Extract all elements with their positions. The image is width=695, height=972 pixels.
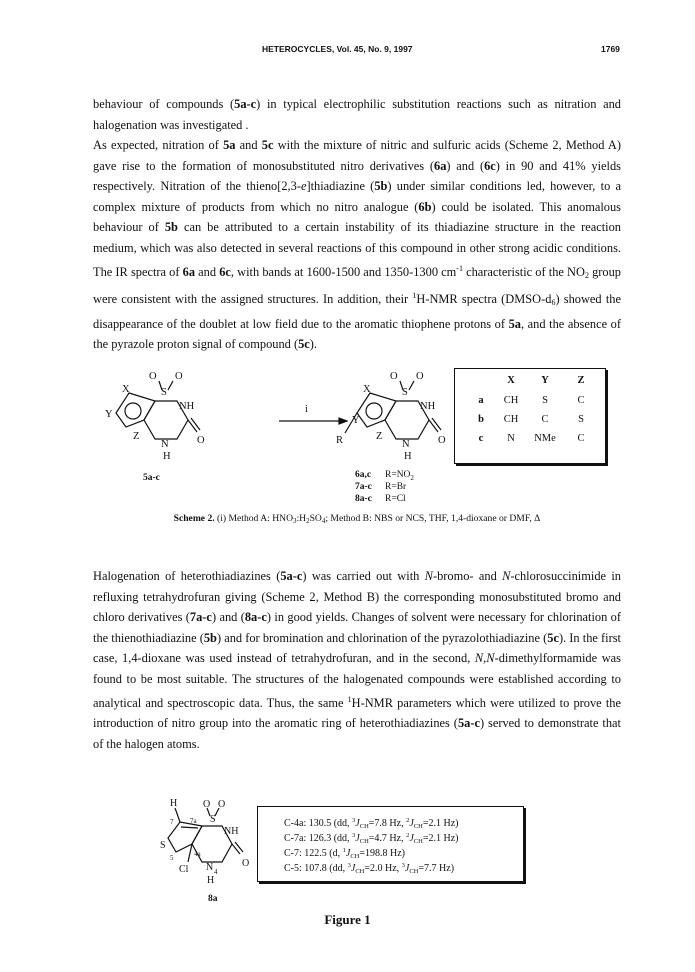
running-header bbox=[0, 44, 695, 60]
atom-label: S bbox=[402, 387, 408, 398]
subscript: CH bbox=[413, 823, 423, 830]
subscript: 2 bbox=[584, 270, 589, 280]
text-run: ) and ( bbox=[211, 610, 245, 625]
text-run: ) could be isolated. This anomalous behaviour of bbox=[93, 199, 621, 235]
product-five-membered-ring bbox=[357, 393, 396, 427]
coupling-symbol: J bbox=[404, 863, 410, 874]
atom-label: N bbox=[402, 439, 410, 450]
superscript: 3 bbox=[352, 832, 356, 839]
atom-label: S bbox=[210, 814, 216, 825]
compound-ref: 5b bbox=[164, 220, 178, 235]
text-run: and bbox=[195, 264, 220, 279]
text-run: ) served to demonstrate that of the halogen atoms. bbox=[93, 716, 621, 751]
compound-8a-structure bbox=[160, 792, 260, 892]
compound-ref: 6b bbox=[418, 199, 432, 214]
superscript: 1 bbox=[412, 291, 417, 301]
text-run: ). In the first case, 1,4-dioxane was used instead of tetrahydrofuran, and in the second, bbox=[93, 630, 621, 666]
product-aromatic-circle bbox=[366, 403, 382, 419]
nmr-text: =7.8 Hz, bbox=[368, 818, 407, 829]
text-run: As expected, nitration of bbox=[93, 138, 224, 152]
start-compound-label: 5a-c bbox=[143, 473, 160, 483]
nmr-text: C-4a: 130.5 (dd, bbox=[284, 818, 353, 829]
compound-ref: 5b bbox=[203, 630, 217, 645]
caption-text: (i) Method A: HNO bbox=[214, 513, 293, 524]
atom-label: O bbox=[197, 435, 205, 446]
paragraph-3 bbox=[93, 566, 621, 754]
subscript: 2 bbox=[410, 473, 414, 482]
text-run: , and the absence of the pyrazole proton signal of compound ( bbox=[93, 316, 621, 352]
table-cell: C bbox=[577, 433, 585, 444]
nmr-text: =198.8 Hz) bbox=[359, 848, 405, 859]
product-label-7: 7a-c bbox=[355, 482, 372, 492]
nmr-text: =2.1 Hz) bbox=[422, 833, 459, 844]
scheme-caption bbox=[93, 513, 621, 525]
locant-label: 7a bbox=[190, 817, 197, 825]
text-run: ) in 90 and 41% yields respectively. Nitration of the thieno[2,3- bbox=[93, 158, 621, 194]
table-header: Y bbox=[541, 375, 549, 386]
text-run: ) in good yields. Changes of solvent were necessary for chlorination of the thienothiadiazine ( bbox=[93, 610, 621, 645]
atom-label: O bbox=[203, 799, 211, 810]
text-run: characteristic of the NO bbox=[462, 264, 585, 279]
nmr-line bbox=[284, 817, 458, 830]
compound-ref: 5c bbox=[298, 337, 310, 352]
text-run: -bromo- and bbox=[432, 569, 503, 583]
nmr-text: =4.7 Hz, bbox=[368, 833, 407, 844]
atom-label: O bbox=[390, 371, 398, 382]
nmr-text: C-5: 107.8 (dd, bbox=[284, 863, 348, 874]
text-run: behaviour of compounds ( bbox=[93, 97, 235, 111]
atom-label: Y bbox=[352, 415, 360, 426]
substituent-text: R=NO bbox=[385, 470, 411, 480]
substituent-table bbox=[454, 368, 606, 464]
superscript: 3 bbox=[352, 817, 356, 824]
italic-run: N bbox=[424, 569, 433, 583]
product-substituent-7: R=Br bbox=[385, 482, 407, 492]
table-header: X bbox=[507, 375, 515, 386]
caption-text: ; Method B: NBS or NCS, THF, 1,4-dioxane or DMF, Δ bbox=[325, 513, 541, 524]
subscript: 6 bbox=[551, 298, 556, 308]
product-label-6: 6a,c bbox=[355, 470, 372, 480]
compound-ref: 5a bbox=[508, 316, 521, 331]
coupling-symbol: J bbox=[355, 833, 360, 844]
caption-label: Scheme 2. bbox=[173, 513, 215, 524]
table-cell: S bbox=[578, 414, 584, 425]
atom-label: O bbox=[218, 799, 226, 810]
compound-ref: 5a-c bbox=[234, 97, 257, 111]
subscript: CH bbox=[359, 823, 369, 830]
text-run: ) and for bromination and chlorination of the pyrazolothiadiazine ( bbox=[216, 630, 548, 645]
atom-label: H bbox=[163, 451, 171, 462]
text-run: group were consistent with the assigned structures. In addition, their bbox=[93, 264, 621, 307]
atom-label: H bbox=[207, 875, 215, 886]
superscript: 3 bbox=[347, 862, 351, 869]
five-membered-ring bbox=[116, 393, 155, 427]
subscript: CH bbox=[409, 868, 419, 875]
reagent-label: i bbox=[305, 404, 308, 415]
italic-run: e bbox=[300, 179, 307, 194]
caption-text: :H bbox=[296, 513, 307, 524]
text-run: ]thiadiazine ( bbox=[306, 179, 375, 194]
nmr-text: C-7a: 126.3 (dd, bbox=[284, 833, 353, 844]
nmr-text: C-7: 122.5 (d, bbox=[284, 848, 343, 859]
atom-label: O bbox=[438, 435, 446, 446]
table-cell: CH bbox=[503, 395, 519, 406]
subscript: CH bbox=[350, 853, 360, 860]
italic-run: N,N bbox=[474, 651, 495, 666]
nmr-text: =7.7 Hz) bbox=[418, 863, 455, 874]
nmr-text: =2.0 Hz, bbox=[364, 863, 402, 874]
coupling-symbol: J bbox=[345, 848, 351, 859]
italic-run: N bbox=[502, 569, 511, 583]
coupling-symbol: J bbox=[409, 818, 414, 829]
subscript: 2 bbox=[306, 517, 310, 525]
atom-label: O bbox=[416, 371, 424, 382]
table-cell: S bbox=[542, 395, 548, 406]
product-substituent-8: R=Cl bbox=[385, 494, 406, 504]
atom-label: H bbox=[170, 798, 178, 809]
compound-ref: 5a bbox=[223, 138, 236, 152]
atom-label: X bbox=[363, 384, 371, 395]
table-row-id: b bbox=[478, 414, 484, 425]
text-run: ) in typical electrophilic substitution reactions such as nitration and halogenation was investigated . bbox=[93, 97, 621, 132]
atom-label: Cl bbox=[179, 864, 189, 875]
text-run: -chlorosuccinimide in refluxing tetrahydrofuran giving (Scheme 2, Method B) the corresponding monosubstituted bromo and chloro derivatives ( bbox=[93, 569, 621, 625]
nmr-line bbox=[284, 862, 454, 875]
atom-label: R bbox=[336, 435, 344, 446]
table-row-id: c bbox=[478, 433, 484, 444]
table-header: Z bbox=[577, 375, 585, 386]
atom-label: S bbox=[160, 840, 166, 851]
table-cell: C bbox=[577, 395, 585, 406]
caption-text: SO bbox=[309, 513, 322, 524]
superscript: 1 bbox=[347, 694, 352, 704]
subscript: CH bbox=[359, 838, 369, 845]
coupling-symbol: J bbox=[355, 818, 360, 829]
superscript: 2 bbox=[406, 817, 410, 824]
text-run: Halogenation of heterothiadiazines ( bbox=[93, 569, 281, 583]
text-run: and bbox=[235, 138, 262, 152]
atom-label: O bbox=[242, 858, 250, 869]
nmr-line bbox=[284, 847, 405, 860]
nmr-data-box bbox=[257, 806, 524, 882]
text-run: with the mixture of nitric and sulfuric acids (Scheme 2, Method A) gave rise to the formation of monosubstituted nitro derivatives ( bbox=[93, 138, 622, 173]
atom-label: NH bbox=[179, 401, 195, 412]
subscript: CH bbox=[413, 838, 423, 845]
subscript: 4 bbox=[321, 517, 326, 525]
nmr-line bbox=[284, 832, 458, 845]
table-cell: NMe bbox=[534, 433, 556, 444]
text-run: -dimethylformamide was found to be most suitable. The structures of the halogenated compounds were established according to analytical and spectroscopic data. Thus, the same bbox=[93, 651, 621, 710]
compound-ref: 8a-c bbox=[244, 610, 267, 625]
atom-label: Y bbox=[105, 409, 113, 420]
text-run: H-NMR parameters which were utilized to prove the introduction of nitro group into the aromatic ring of heterothiadiazines ( bbox=[93, 695, 621, 731]
compound-ref: 6a bbox=[182, 264, 196, 279]
coupling-symbol: J bbox=[409, 833, 414, 844]
product-substituent-6 bbox=[385, 470, 414, 482]
paragraph-1 bbox=[93, 94, 621, 135]
text-run: ) showed the disappearance of the doublet at low field due to the aromatic thiophene protons of bbox=[93, 292, 621, 331]
compound-ref: 7a-c bbox=[189, 610, 212, 625]
product-label-8: 8a-c bbox=[355, 494, 372, 504]
locant-label: 4a bbox=[194, 850, 201, 858]
table-cell: C bbox=[541, 414, 549, 425]
atom-label: X bbox=[122, 384, 130, 395]
superscript: 2 bbox=[406, 832, 410, 839]
compound-ref: 5c bbox=[547, 630, 559, 645]
text-run: H-NMR spectra (DMSO-d bbox=[416, 292, 552, 307]
atom-label: N bbox=[161, 439, 169, 450]
text-run: can be attributed to a certain instability of its thiadiazine structure in the reaction medium, which was also detected in several reactions of this compound in other strong acidic conditions. The IR spectra of bbox=[93, 220, 621, 279]
text-run: ) was carried out with bbox=[302, 569, 425, 583]
compound-label: 8a bbox=[208, 894, 218, 904]
atom-label: S bbox=[161, 387, 167, 398]
superscript: -1 bbox=[456, 263, 463, 273]
superscript: 3 bbox=[401, 862, 405, 869]
coupling-symbol: J bbox=[350, 863, 356, 874]
superscript: 1 bbox=[342, 847, 346, 854]
atom-label: Z bbox=[133, 431, 140, 442]
compound-ref: 5b bbox=[374, 179, 388, 194]
text-run: ). bbox=[309, 337, 318, 352]
nmr-text: =2.1 Hz) bbox=[422, 818, 459, 829]
subscript: 3 bbox=[293, 517, 297, 525]
atom-label: O bbox=[149, 371, 157, 382]
aromatic-circle bbox=[125, 403, 141, 419]
atom-label: O bbox=[175, 371, 183, 382]
table-cell: CH bbox=[503, 414, 519, 425]
subscript: CH bbox=[355, 868, 365, 875]
atom-label: N bbox=[206, 862, 214, 873]
thiophene-ring bbox=[168, 822, 202, 852]
atom-label: Z bbox=[376, 431, 383, 442]
locant-label: 7 bbox=[170, 818, 174, 826]
compound-ref: 5c bbox=[261, 138, 274, 152]
text-run: , with bands at 1600-1500 and 1350-1300 cm bbox=[230, 264, 457, 279]
atom-label: H bbox=[404, 451, 412, 462]
text-run: ) under similar conditions led, however, to a complex mixture of products from which no nitro analogue ( bbox=[93, 179, 621, 214]
text-run: ) and ( bbox=[446, 158, 485, 173]
figure-title: Figure 1 bbox=[324, 912, 371, 927]
compound-ref: 5a-c bbox=[457, 716, 480, 731]
journal-citation: HETEROCYCLES, Vol. 45, No. 9, 1997 bbox=[262, 44, 413, 54]
compound-ref: 6c bbox=[484, 158, 496, 173]
locant-label: 4 bbox=[214, 868, 218, 876]
compound-ref: 5a-c bbox=[280, 569, 303, 583]
atom-label: NH bbox=[420, 401, 436, 412]
atom-label: NH bbox=[224, 826, 239, 837]
compound-ref: 6c bbox=[219, 264, 231, 279]
paragraph-2 bbox=[93, 135, 621, 355]
page-number: 1769 bbox=[601, 44, 620, 54]
compound-ref: 6a bbox=[434, 158, 447, 173]
table-cell: N bbox=[507, 433, 515, 444]
locant-label: 5 bbox=[170, 854, 174, 862]
table-row-id: a bbox=[478, 395, 484, 406]
